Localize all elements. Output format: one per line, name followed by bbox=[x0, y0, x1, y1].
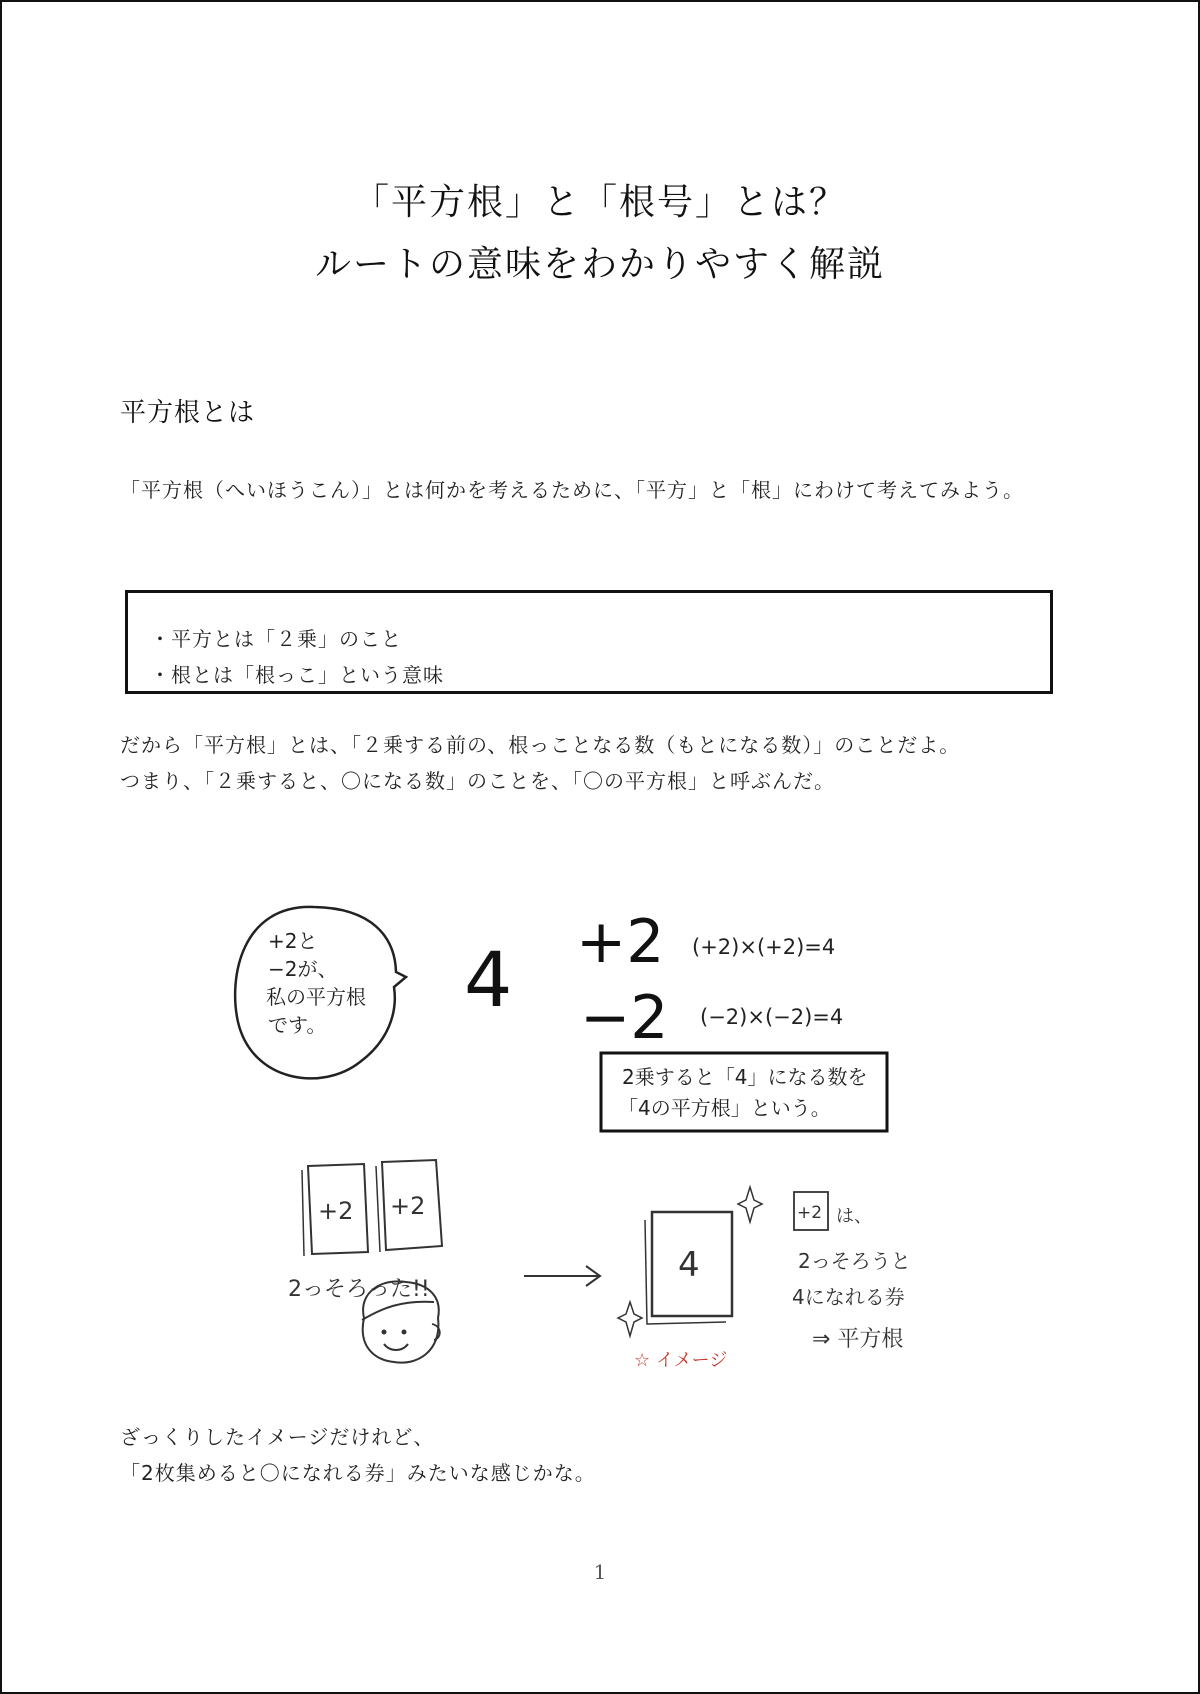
side-note-1: は、 bbox=[836, 1206, 872, 1227]
page-title-line2: ルートの意味をわかりやすく解説 bbox=[314, 244, 885, 285]
card-left bbox=[302, 1164, 368, 1256]
big-card-label: 4 bbox=[678, 1245, 700, 1285]
big-number: 4 bbox=[464, 935, 513, 1024]
minus-root: −2 bbox=[580, 983, 669, 1053]
card-left-label: +2 bbox=[318, 1197, 354, 1225]
sparkle-icon bbox=[618, 1302, 642, 1336]
bubble-line-2: −2が、 bbox=[268, 957, 338, 981]
definition-line-1: ・平方とは「２乗」のこと bbox=[150, 627, 402, 651]
section-heading: 平方根とは bbox=[120, 398, 256, 428]
side-note-2: 2っそろうと bbox=[798, 1249, 911, 1273]
exclaim-text: 2っそろった!! bbox=[288, 1277, 430, 1302]
side-note-3: 4になれる券 bbox=[792, 1285, 905, 1309]
speech-bubble bbox=[235, 907, 406, 1078]
side-note-4: ⇒ 平方根 bbox=[812, 1327, 904, 1352]
sparkle-icon bbox=[738, 1187, 762, 1222]
note-line-1: 2乗すると「4」になる数を bbox=[622, 1065, 868, 1089]
image-label: ☆ イメージ bbox=[634, 1350, 728, 1371]
explanation-line-2: つまり、「２乗すると、〇になる数」のことを、「〇の平方根」と呼ぶんだ。 bbox=[120, 769, 835, 793]
page-number: 1 bbox=[593, 1560, 607, 1584]
plus-root: +2 bbox=[576, 907, 665, 977]
intro-paragraph: 「平方根（へいほうこん）」とは何かを考えるために、「平方」と「根」にわけて考えてみよう。 bbox=[120, 478, 1024, 502]
small-card bbox=[794, 1192, 828, 1230]
small-card-label: +2 bbox=[797, 1203, 823, 1223]
closing-line-1: ざっくりしたイメージだけれど、 bbox=[120, 1425, 435, 1449]
equation-minus: (−2)×(−2)=4 bbox=[700, 1005, 844, 1029]
square-root-illustration bbox=[2, 2, 1198, 1422]
arrow-icon bbox=[524, 1266, 600, 1286]
explanation-line-1: だから「平方根」とは、「２乗する前の、根っことなる数（もとになる数）」のことだよ。 bbox=[120, 733, 961, 757]
big-card bbox=[645, 1212, 732, 1324]
bubble-line-3: 私の平方根 bbox=[266, 985, 366, 1009]
card-right-label: +2 bbox=[390, 1192, 426, 1220]
page-title-line1: 「平方根」と「根号」とは？ bbox=[352, 182, 847, 223]
equation-plus: (+2)×(+2)=4 bbox=[692, 935, 836, 959]
note-line-2: 「4の平方根」という。 bbox=[618, 1096, 831, 1120]
bubble-line-1: +2と bbox=[268, 929, 318, 953]
bubble-line-4: です。 bbox=[268, 1013, 327, 1037]
closing-paragraph bbox=[120, 1419, 1080, 1491]
definition-line-2: ・根とは「根っこ」という意味 bbox=[150, 663, 444, 687]
card-right bbox=[376, 1160, 442, 1252]
closing-line-2: 「2枚集めると〇になれる券」みたいな感じかな。 bbox=[120, 1461, 596, 1485]
